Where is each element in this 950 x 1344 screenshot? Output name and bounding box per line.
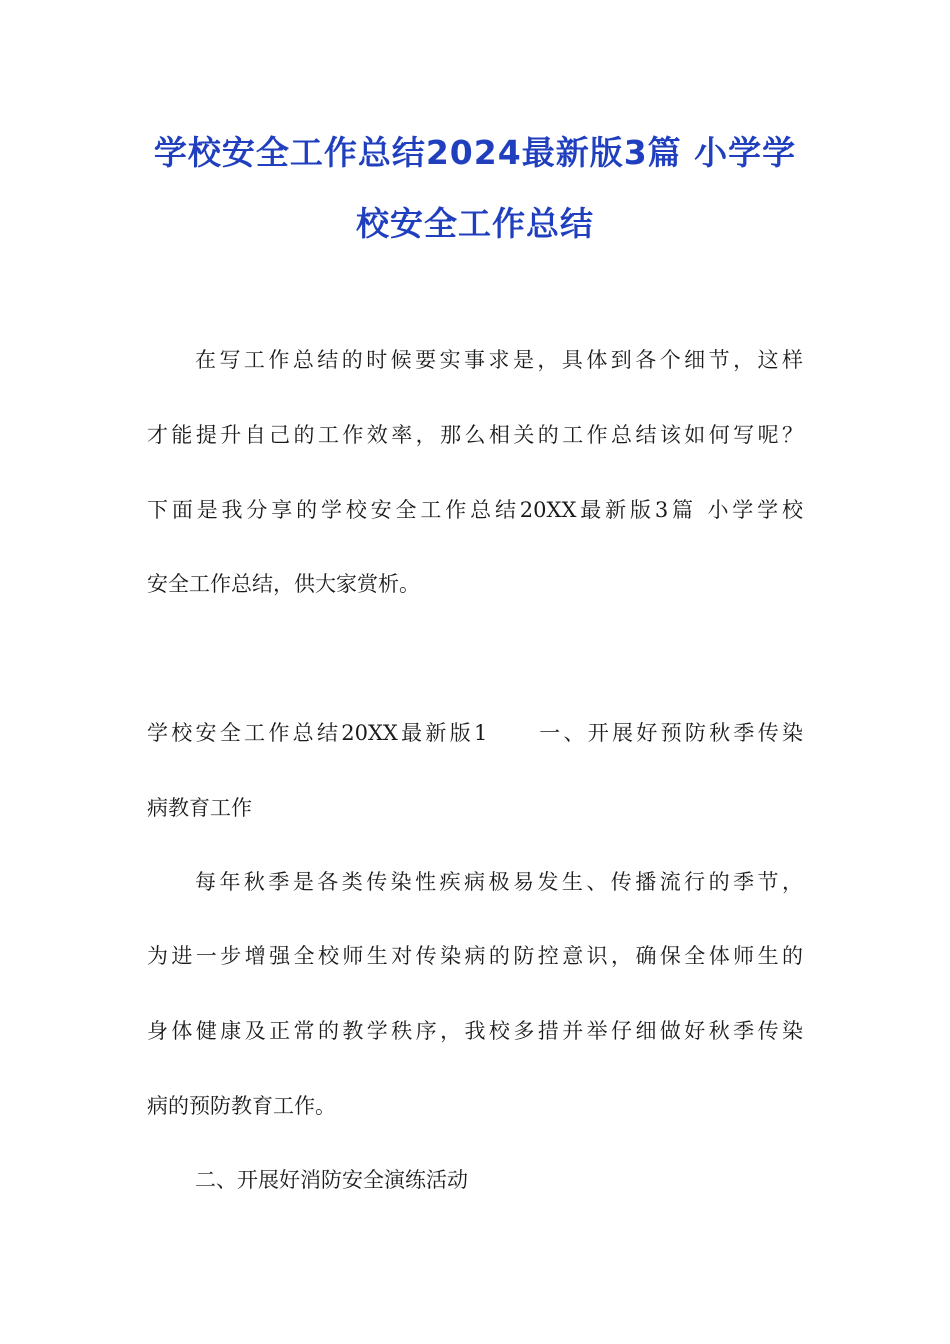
section1-body-line-4: 病的预防教育工作。 xyxy=(147,1094,336,1118)
section2-heading: 二、开展好消防安全演练活动 xyxy=(195,1168,468,1192)
section1-body-line-2: 为进一步增强全校师生对传染病的防控意识，确保全体师生的 xyxy=(147,944,803,968)
intro-line-3: 下面是我分享的学校安全工作总结20XX最新版3篇 小学学校 xyxy=(147,498,803,522)
section1-heading-line-2: 病教育工作 xyxy=(147,796,252,820)
document-title-line-2: 校安全工作总结 xyxy=(356,204,594,243)
intro-line-2: 才能提升自己的工作效率，那么相关的工作总结该如何写呢？ xyxy=(147,423,803,447)
section1-body-line-3: 身体健康及正常的教学秩序，我校多措并举仔细做好秋季传染 xyxy=(147,1019,803,1043)
intro-line-1: 在写工作总结的时候要实事求是，具体到各个细节，这样 xyxy=(195,348,803,372)
document-title-line-1: 学校安全工作总结2024最新版3篇 小学学 xyxy=(153,133,797,172)
section1-body-line-1: 每年秋季是各类传染性疾病极易发生、传播流行的季节， xyxy=(195,870,803,894)
section1-heading-line-1: 学校安全工作总结20XX最新版1 一、开展好预防秋季传染 xyxy=(147,721,803,745)
intro-line-4: 安全工作总结，供大家赏析。 xyxy=(147,572,420,596)
